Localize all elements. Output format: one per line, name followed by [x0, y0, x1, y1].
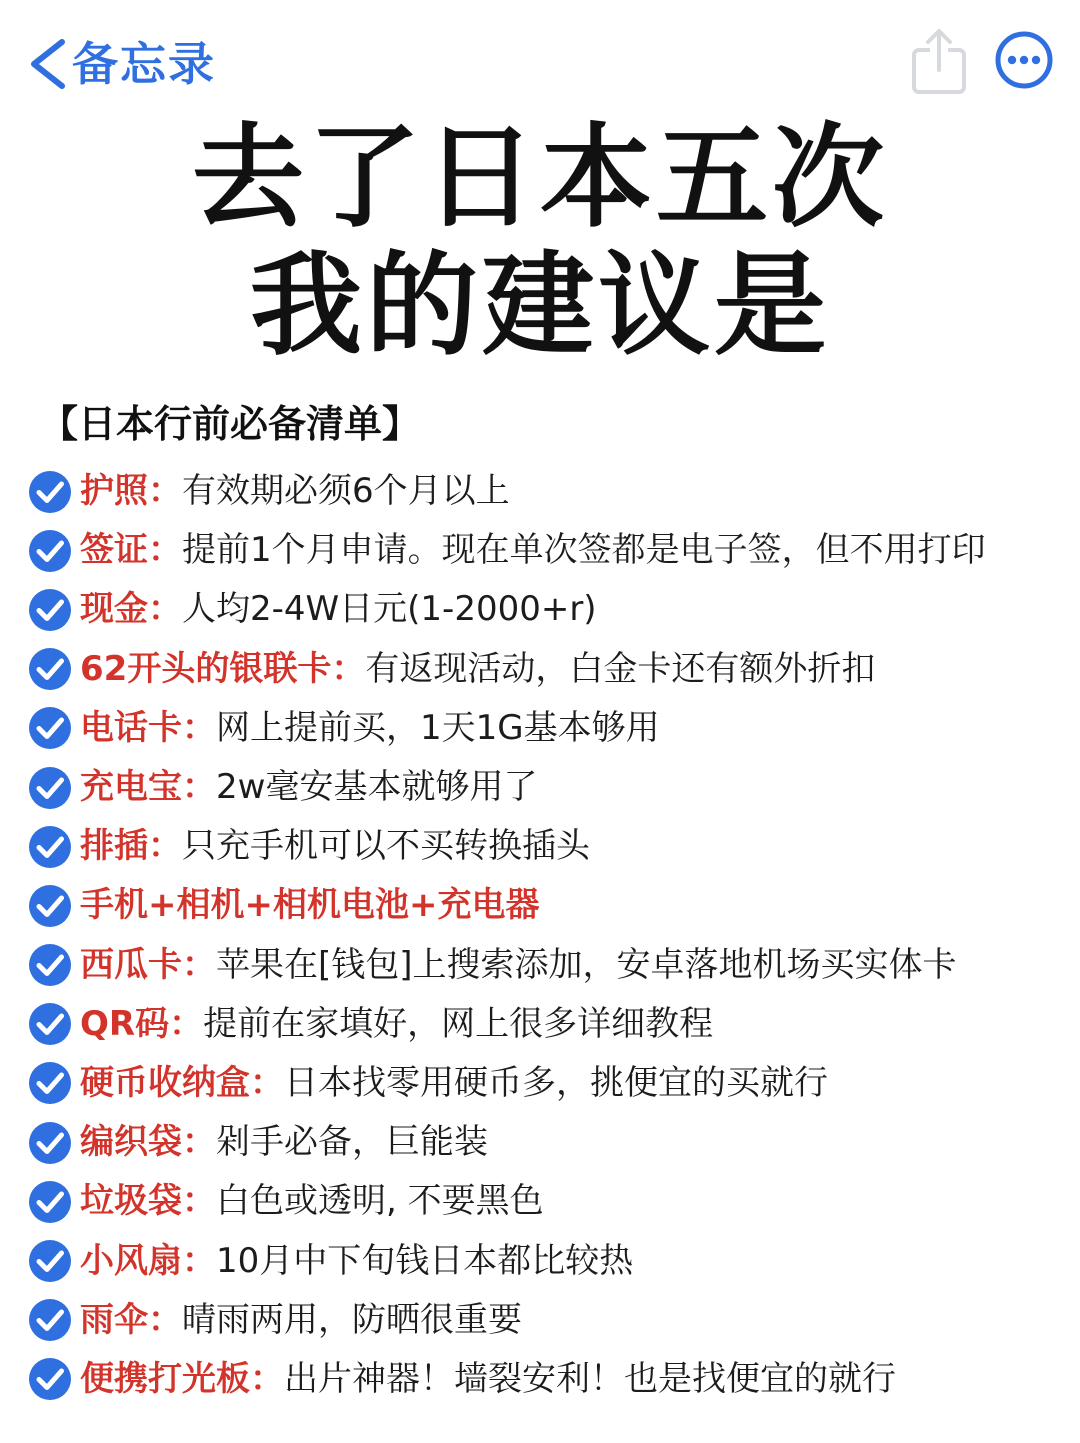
item-colon: ： [148, 530, 182, 571]
item-colon: ： [148, 589, 182, 630]
checkmark-circle-icon [28, 588, 72, 632]
checklist-item [28, 1291, 1068, 1350]
item-label: 现金 [80, 589, 148, 630]
item-description: 提前在家填好，网上很多详细教程 [203, 1003, 714, 1044]
checkmark-circle-icon [28, 529, 72, 573]
checkmark-circle-icon [28, 1002, 72, 1046]
checklist-item [28, 640, 1068, 699]
item-description: 人均2-4W日元(1-2000+r) [182, 589, 597, 630]
item-colon: ： [250, 1358, 284, 1399]
checklist-item [28, 817, 1068, 876]
checklist-item [28, 462, 1068, 521]
item-colon: ： [148, 1299, 182, 1340]
item-label: 签证 [80, 530, 148, 571]
item-description: 苹果在[钱包]上搜索添加，安卓落地机场买实体卡 [216, 944, 957, 985]
checklist-item [28, 1054, 1068, 1113]
item-colon: ： [182, 944, 216, 985]
checkmark-circle-icon [28, 1239, 72, 1283]
section-heading: 【日本行前必备清单】 [40, 402, 421, 446]
back-label: 备忘录 [72, 37, 216, 91]
checkmark-circle-icon [28, 825, 72, 869]
item-description: 出片神器！墙裂安利！也是找便宜的就行 [284, 1358, 896, 1399]
item-label: 手机+相机+相机电池+充电器 [80, 885, 540, 926]
item-description: 有返现活动，白金卡还有额外折扣 [365, 648, 876, 689]
back-button[interactable] [24, 34, 216, 94]
item-colon: ： [148, 826, 182, 867]
item-description: 晴雨两用，防晒很重要 [182, 1299, 522, 1340]
item-colon: ： [331, 648, 366, 689]
item-colon: ： [182, 1122, 216, 1163]
checkmark-circle-icon [28, 1061, 72, 1105]
item-description: 只充手机可以不买转换插头 [182, 826, 590, 867]
checkmark-circle-icon [28, 1298, 72, 1342]
checkmark-circle-icon [28, 884, 72, 928]
item-label: 充电宝 [80, 767, 182, 808]
item-colon: ： [148, 471, 182, 512]
item-colon: ： [182, 707, 216, 748]
item-colon: ： [182, 1240, 216, 1281]
checklist-item [28, 580, 1068, 639]
item-label: 雨伞 [80, 1299, 148, 1340]
checklist-item [28, 876, 1068, 935]
item-description: 日本找零用硬币多，挑便宜的买就行 [284, 1062, 828, 1103]
checkmark-circle-icon [28, 1121, 72, 1165]
share-icon[interactable] [908, 26, 970, 96]
item-colon: ： [169, 1003, 204, 1044]
item-description: 2w毫安基本就够用了 [216, 767, 538, 808]
item-colon: ： [250, 1062, 284, 1103]
item-label: 编织袋 [80, 1122, 182, 1163]
checkmark-circle-icon [28, 766, 72, 810]
item-colon: ： [182, 767, 216, 808]
item-label: 小风扇 [80, 1240, 182, 1281]
checklist [28, 462, 1068, 1409]
item-colon: ： [182, 1181, 216, 1222]
more-icon[interactable] [994, 30, 1054, 90]
item-description: 白色或透明, 不要黑色 [216, 1181, 544, 1222]
title-line-1: 去了日本五次 [192, 113, 888, 243]
checklist-item [28, 521, 1068, 580]
navigation-bar [0, 0, 1080, 120]
item-description: 网上提前买，1天1G基本够用 [216, 707, 660, 748]
item-label: 便携打光板 [80, 1358, 250, 1399]
checklist-item [28, 699, 1068, 758]
checklist-item [28, 936, 1068, 995]
checklist-item [28, 1172, 1068, 1231]
checklist-item [28, 995, 1068, 1054]
item-description: 有效期必须6个月以上 [182, 471, 510, 512]
item-label: 西瓜卡 [80, 944, 182, 985]
title-line-2: 我的建议是 [250, 241, 830, 371]
item-label: 排插 [80, 826, 148, 867]
checkmark-circle-icon [28, 470, 72, 514]
checklist-item [28, 758, 1068, 817]
checklist-item [28, 1231, 1068, 1290]
item-label: 护照 [80, 471, 148, 512]
checkmark-circle-icon [28, 943, 72, 987]
item-description: 提前1个月申请。现在单次签都是电子签，但不用打印 [182, 530, 986, 571]
item-label: 硬币收纳盒 [80, 1062, 250, 1103]
item-description: 剁手必备，巨能装 [216, 1122, 488, 1163]
chevron-left-icon [24, 34, 70, 94]
note-title [0, 114, 1080, 370]
item-label: 62开头的银联卡 [80, 648, 332, 689]
item-label: 垃圾袋 [80, 1181, 182, 1222]
checklist-item [28, 1113, 1068, 1172]
checkmark-circle-icon [28, 1180, 72, 1224]
checkmark-circle-icon [28, 706, 72, 750]
item-description: 10月中下旬钱日本都比较热 [216, 1240, 634, 1281]
item-label: QR码 [80, 1003, 170, 1044]
checkmark-circle-icon [28, 647, 72, 691]
checklist-item [28, 1350, 1068, 1409]
item-label: 电话卡 [80, 707, 182, 748]
checkmark-circle-icon [28, 1357, 72, 1401]
